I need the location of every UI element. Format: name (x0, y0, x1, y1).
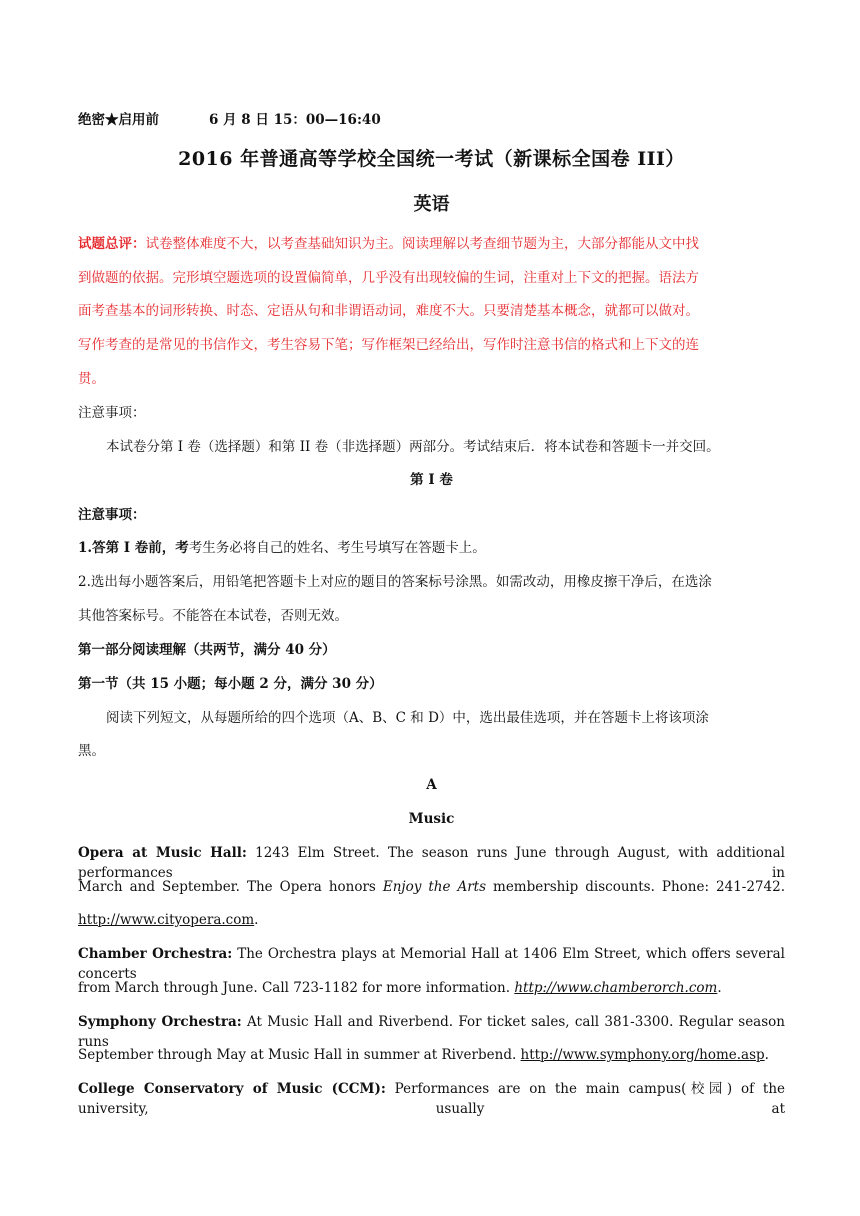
notice-item-2-line-2: 其他答案标号。不能答在本试卷，否则无效。 (78, 608, 348, 624)
entry-opera-line-3 (78, 910, 785, 930)
entry-chamber-text-2: from March through June. Call 723-1182 for more information. (78, 980, 515, 996)
entry-ccm-line-1 (78, 1079, 785, 1119)
summary-line-1 (78, 234, 785, 254)
entry-symphony-line-2 (78, 1045, 785, 1065)
entry-opera-link-tail: . (254, 912, 259, 928)
volume-notice-heading: 注意事项： (78, 507, 146, 523)
entry-ccm-text-1: Performances are on the main campus(校园) of the university, usually at (78, 1081, 785, 1117)
entry-symphony-link-tail: . (764, 1047, 769, 1063)
instruction-line-2: 黑。 (78, 743, 105, 759)
notice-item-1 (78, 538, 785, 558)
part-heading: 第一部分阅读理解（共两节，满分 40 分） (78, 642, 336, 658)
notice-item-1-text: 考生务必将自己的姓名、考生号填写在答题卡上。 (188, 540, 486, 556)
entry-symphony-text-1: At Music Hall and Riverbend. For ticket sales, call 381-3300. Regular season runs (78, 1014, 785, 1050)
entry-symphony-link[interactable]: http://www.symphony.org/home.asp (520, 1047, 765, 1063)
entry-opera-text-2b: membership discounts. Phone: 241-2742. (486, 879, 785, 895)
entry-chamber-link-tail: . (717, 980, 722, 996)
section-heading: 第一节（共 15 小题；每小题 2 分，满分 30 分） (78, 676, 383, 692)
summary-line-2: 到做题的依据。完形填空题选项的设置偏简单，几乎没有出现较偏的生词，注重对上下文的把握。语法方 (78, 270, 699, 286)
entry-opera-text-1: 1243 Elm Street. The season runs June through August, with additional performances in (78, 845, 785, 881)
summary-line-5: 贯。 (78, 371, 105, 387)
entry-symphony-name: Symphony Orchestra: (78, 1014, 242, 1030)
notice-item-2-line-1: 2.选出每小题答案后，用铅笔把答题卡上对应的题目的答案标号涂黑。如需改动，用橡皮擦干净后，在选涂 (78, 574, 712, 590)
notice-item-1-bold: 1.答第 I 卷前，考 (78, 540, 189, 556)
entry-opera-link[interactable]: http://www.cityopera.com (78, 912, 255, 928)
header-line (78, 110, 785, 130)
exam-title: 2016 年普通高等学校全国统一考试（新课标全国卷 III） (178, 148, 685, 170)
summary-line-4: 写作考查的是常见的书信作文，考生容易下笔；写作框架已经给出，写作时注意书信的格式和上下文的连 (78, 337, 699, 353)
passage-letter: A (426, 777, 437, 793)
entry-chamber-text-1: The Orchestra plays at Memorial Hall at 1406 Elm Street, which offers several concerts (78, 946, 785, 982)
entry-chamber-line-2 (78, 978, 785, 998)
notice-text: 本试卷分第 I 卷（选择题）和第 II 卷（非选择题）两部分。考试结束后．将本试卷和答题卡一并交回。 (106, 439, 720, 455)
summary-line-3: 面考查基本的词形转换、时态、定语从句和非谓语动词，难度不大。只要清楚基本概念，就都可以做对。 (78, 303, 699, 319)
secret-mark: 绝密★启用前 (78, 112, 159, 128)
entry-chamber-name: Chamber Orchestra: (78, 946, 233, 962)
volume-heading: 第 I 卷 (410, 472, 453, 488)
notice-heading: 注意事项： (78, 405, 146, 421)
entry-opera-italic: Enjoy the Arts (382, 879, 487, 895)
summary-text-1: 试卷整体难度不大，以考查基础知识为主。阅读理解以考查细节题为主，大部分都能从文中找 (145, 236, 699, 252)
entry-chamber-link[interactable]: http://www.chamberorch.com (514, 980, 718, 996)
entry-opera-text-2a: March and September. The Opera honors (78, 879, 383, 895)
entry-ccm-name: College Conservatory of Music (CCM): (78, 1081, 386, 1097)
exam-time: 6 月 8 日 15：00—16:40 (209, 112, 381, 128)
entry-opera-name: Opera at Music Hall: (78, 845, 247, 861)
entry-symphony-text-2: September through May at Music Hall in summer at Riverbend. (78, 1047, 521, 1063)
subject-title: 英语 (413, 194, 450, 215)
entry-opera-line-2 (78, 877, 785, 897)
passage-title: Music (408, 811, 455, 827)
instruction-line-1: 阅读下列短文，从每题所给的四个选项（A、B、C 和 D）中，选出最佳选项，并在答题卡上将该项涂 (106, 710, 709, 726)
summary-label: 试题总评： (78, 236, 146, 252)
